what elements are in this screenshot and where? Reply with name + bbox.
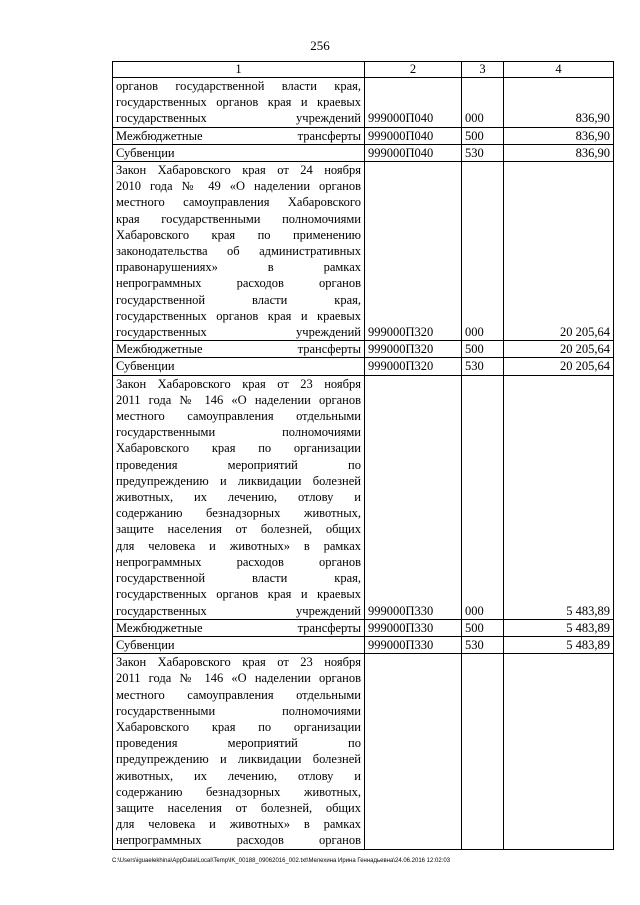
- amount-cell: 5 483,89: [504, 375, 614, 619]
- budget-table: [112, 61, 614, 850]
- type-cell: 530: [462, 144, 504, 161]
- description-line: предупреждению и ликвидации болезней: [116, 752, 361, 767]
- description-line: защите населения от болезней, общих: [116, 800, 361, 815]
- type-cell: 500: [462, 127, 504, 144]
- description-line: 2010 года № 49 «О наделении органов: [116, 179, 361, 194]
- description-line: непрограммных расходов органов: [116, 554, 361, 569]
- type-cell: 500: [462, 341, 504, 358]
- amount-cell: 20 205,64: [504, 341, 614, 358]
- description-line: содержанию безнадзорных животных,: [116, 784, 361, 799]
- description-line: 2011 года № 146 «О наделении органов: [116, 392, 361, 407]
- amount-cell: 20 205,64: [504, 358, 614, 375]
- description-line: проведения мероприятий по: [116, 736, 361, 751]
- amount-cell: 836,90: [504, 127, 614, 144]
- description-line: Закон Хабаровского края от 23 ноября: [116, 655, 361, 670]
- description-cell: [113, 375, 365, 619]
- description-line: законодательства об административных: [116, 244, 361, 259]
- type-cell: [462, 654, 504, 849]
- description-line: государственными полномочиями: [116, 425, 361, 440]
- description-cell: [113, 127, 365, 144]
- description-line: Субвенции: [116, 637, 175, 652]
- description-line: Межбюджетные трансферты: [116, 128, 361, 143]
- description-cell: [113, 358, 365, 375]
- header-col-3: 3: [462, 62, 504, 78]
- amount-cell: 836,90: [504, 144, 614, 161]
- description-line: государственных учреждений: [116, 111, 361, 126]
- description-line: Хабаровского края по организации: [116, 441, 361, 456]
- description-line: Закон Хабаровского края от 24 ноября: [116, 163, 361, 178]
- table-row: [113, 619, 614, 636]
- page-number: 256: [310, 38, 330, 53]
- type-cell: 000: [462, 78, 504, 128]
- type-cell: 530: [462, 636, 504, 653]
- code-cell: 999000П040: [365, 78, 462, 128]
- description-line: государственными полномочиями: [116, 703, 361, 718]
- amount-cell: [504, 654, 614, 849]
- description-line: местного самоуправления Хабаровского: [116, 195, 361, 210]
- code-cell: 999000П330: [365, 619, 462, 636]
- description-line: Межбюджетные трансферты: [116, 342, 361, 357]
- description-cell: [113, 78, 365, 128]
- table-row: [113, 162, 614, 341]
- description-line: государственной власти края,: [116, 571, 361, 586]
- description-cell: [113, 341, 365, 358]
- table-row: [113, 358, 614, 375]
- header-col-1: 1: [113, 62, 365, 78]
- code-cell: 999000П040: [365, 127, 462, 144]
- description-line: местного самоуправления отдельными: [116, 687, 361, 702]
- description-line: непрограммных расходов органов: [116, 276, 361, 291]
- description-line: государственных органов края и краевых: [116, 95, 361, 110]
- amount-cell: 5 483,89: [504, 636, 614, 653]
- description-line: Хабаровского края по организации: [116, 719, 361, 734]
- amount-cell: 836,90: [504, 78, 614, 128]
- table-row: [113, 654, 614, 849]
- description-line: местного самоуправления отдельными: [116, 409, 361, 424]
- table-row: [113, 144, 614, 161]
- description-line: Межбюджетные трансферты: [116, 620, 361, 635]
- description-line: проведения мероприятий по: [116, 457, 361, 472]
- description-line: непрограммных расходов органов: [116, 833, 361, 848]
- description-line: Хабаровского края по применению: [116, 227, 361, 242]
- description-line: предупреждению и ликвидации болезней: [116, 473, 361, 488]
- code-cell: 999000П320: [365, 162, 462, 341]
- table-row: [113, 636, 614, 653]
- description-line: содержанию безнадзорных животных,: [116, 506, 361, 521]
- description-cell: [113, 654, 365, 849]
- amount-cell: 5 483,89: [504, 619, 614, 636]
- description-cell: [113, 636, 365, 653]
- type-cell: 000: [462, 375, 504, 619]
- description-line: Субвенции: [116, 145, 175, 160]
- description-line: государственных учреждений: [116, 325, 361, 340]
- code-cell: [365, 654, 462, 849]
- description-line: государственных учреждений: [116, 603, 361, 618]
- table-row: [113, 127, 614, 144]
- table-row: [113, 341, 614, 358]
- table-header-row: [113, 62, 614, 78]
- description-cell: [113, 144, 365, 161]
- code-cell: 999000П330: [365, 375, 462, 619]
- table-row: [113, 78, 614, 128]
- description-line: для человека и животных» в рамках: [116, 817, 361, 832]
- header-col-2: 2: [365, 62, 462, 78]
- type-cell: 500: [462, 619, 504, 636]
- description-line: правонарушениях» в рамках: [116, 260, 361, 275]
- description-line: Закон Хабаровского края от 23 ноября: [116, 376, 361, 391]
- code-cell: 999000П040: [365, 144, 462, 161]
- code-cell: 999000П320: [365, 358, 462, 375]
- code-cell: 999000П320: [365, 341, 462, 358]
- description-line: государственных органов края и краевых: [116, 308, 361, 323]
- footer-file-path: C:\Users\iguaelekhina\AppData\Local\Temp\IK_00188_09062016_002.txt\Мелехина Ирина Геннадьевна\24.06.2016 12:02:03: [112, 858, 451, 864]
- amount-cell: 20 205,64: [504, 162, 614, 341]
- description-cell: [113, 162, 365, 341]
- table-row: [113, 375, 614, 619]
- description-line: края государственными полномочиями: [116, 211, 361, 226]
- description-line: Субвенции: [116, 359, 175, 374]
- description-cell: [113, 619, 365, 636]
- description-line: животных, их лечению, отлову и: [116, 768, 361, 783]
- header-col-4: 4: [504, 62, 614, 78]
- table-body: [113, 78, 614, 850]
- description-line: государственных органов края и краевых: [116, 587, 361, 602]
- description-line: 2011 года № 146 «О наделении органов: [116, 671, 361, 686]
- type-cell: 530: [462, 358, 504, 375]
- type-cell: 000: [462, 162, 504, 341]
- description-line: для человека и животных» в рамках: [116, 538, 361, 553]
- code-cell: 999000П330: [365, 636, 462, 653]
- description-line: животных, их лечению, отлову и: [116, 490, 361, 505]
- description-line: защите населения от болезней, общих: [116, 522, 361, 537]
- description-line: государственной власти края,: [116, 292, 361, 307]
- description-line: органов государственной власти края,: [116, 79, 361, 93]
